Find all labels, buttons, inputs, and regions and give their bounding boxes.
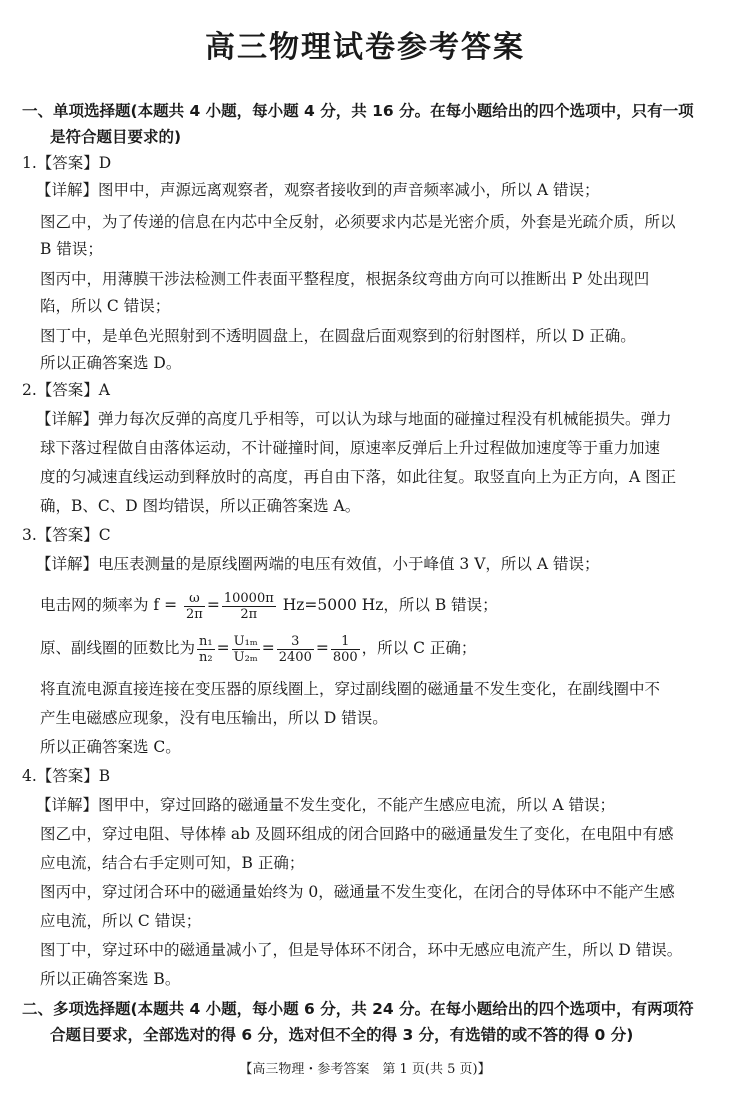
q1-line: 【详解】图甲中，声源远离观察者，观察者接收到的声音频率减小，所以 A 错误； (36, 181, 600, 199)
fraction-numerator: n₁ (199, 633, 213, 649)
q3-answer: 3.【答案】C (22, 526, 111, 544)
fraction (197, 634, 215, 665)
q4-conclusion: 所以正确答案选 B。 (40, 970, 181, 988)
q2-line: 度的匀减速直线运动到释放时的高度，再自由下落，如此往复。取竖直向上为正方向，A 图正 (40, 468, 677, 486)
q2-line: 【详解】弹力每次反弹的高度几乎相等，可以认为球与地面的碰撞过程没有机械能损失。弹力 (36, 410, 672, 428)
fraction-denominator: 2400 (278, 649, 312, 665)
fraction (222, 591, 276, 622)
fraction-numerator: 1 (331, 634, 360, 650)
q4-line: 图乙中，穿过电阻、导体棒 ab 及圆环组成的闭合回路中的磁通量发生了变化，在电阻中有感 (40, 825, 674, 843)
q4-line: 应电流，所以 C 错误； (40, 912, 202, 930)
section2-heading-line1: 二、多项选择题(本题共 4 小题，每小题 6 分，共 24 分。在每小题给出的四个选项中，有两项符 (22, 1000, 694, 1018)
q3-frequency-prefix: 电击网的频率为 f = (40, 596, 178, 614)
fraction-denominator: 2π (240, 606, 258, 622)
fraction-numerator: U₁ₘ (233, 633, 258, 649)
fraction-denominator: 2π (186, 606, 203, 622)
fraction (184, 591, 205, 622)
q3-line: 将直流电源直接连接在变压器的原线圈上，穿过副线圈的磁通量不发生变化，在副线圈中不 (40, 680, 661, 698)
section2-heading-line2: 合题目要求，全部选对的得 6 分，选对但不全的得 3 分，有选错的或不答的得 0 分) (50, 1026, 634, 1044)
q2-line: 确，B、C、D 图均错误，所以正确答案选 A。 (40, 497, 361, 515)
fraction-denominator: n₂ (199, 649, 213, 665)
q3-ratio-prefix: 原、副线圈的匝数比为 (40, 639, 196, 657)
fraction (277, 634, 314, 665)
q2-answer: 2.【答案】A (22, 381, 110, 399)
q3-turns-ratio-equation: 原、副线圈的匝数比为 $\frac{\text{n₁}}{\text{n₂}}$ = $\frac{\text{U₁ₘ}}{\text{U₂ₘ}}$ = $\frac{3}{2400}$ = $\frac{1}{800}$ ，所以 C 正确； (40, 633, 477, 665)
q4-line: 应电流，结合右手定则可知，B 正确； (40, 854, 305, 872)
fraction (331, 634, 360, 665)
q1-line: 图丙中，用薄膜干涉法检测工件表面平整程度，根据条纹弯曲方向可以推断出 P 处出现凹 (40, 270, 650, 288)
q4-line: 图丁中，穿过环中的磁通量减小了，但是导体环不闭合，环中无感应电流产生，所以 D 错误。 (40, 941, 683, 959)
fraction-numerator: 10000π (223, 590, 274, 606)
q3-line: 产生电磁感应现象，没有电压输出，所以 D 错误。 (40, 709, 388, 727)
q3-frequency-equation: 电击网的频率为 f = $\frac{\omega}{2\pi}$ = $\frac{10000\pi}{2\pi}$ Hz=5000 Hz，所以 B 错误； (40, 590, 498, 622)
q3-line: 【详解】电压表测量的是原线圈两端的电压有效值，小于峰值 3 V，所以 A 错误； (36, 555, 600, 573)
q1-answer: 1.【答案】D (22, 154, 112, 172)
section1-heading-line1: 一、单项选择题(本题共 4 小题，每小题 4 分，共 16 分。在每小题给出的四个选项中，只有一项 (22, 102, 694, 120)
page-title: 高三物理试卷参考答案 (205, 30, 525, 65)
q3-conclusion: 所以正确答案选 C。 (40, 738, 181, 756)
q1-line: B 错误； (40, 240, 103, 258)
q3-ratio-suffix: ，所以 C 正确； (361, 639, 477, 657)
q4-line: 【详解】图甲中，穿过回路的磁通量不发生变化，不能产生感应电流，所以 A 错误； (36, 796, 616, 814)
page-footer: 【高三物理・参考答案 第 1 页(共 5 页)】 (239, 1062, 491, 1077)
q1-line: 图乙中，为了传递的信息在内芯中全反射，必须要求内芯是光密介质，外套是光疏介质，所以 (40, 213, 676, 231)
fraction-denominator: 800 (332, 649, 358, 665)
q4-answer: 4.【答案】B (22, 767, 111, 785)
q2-line: 球下落过程做自由落体运动，不计碰撞时间，原速率反弹后上升过程做加速度等于重力加速 (40, 439, 661, 457)
fraction (232, 634, 260, 665)
q1-conclusion: 所以正确答案选 D。 (40, 354, 182, 372)
q4-line: 图丙中，穿过闭合环中的磁通量始终为 0，磁通量不发生变化，在闭合的导体环中不能产生感 (40, 883, 675, 901)
fraction-denominator: U₂ₘ (233, 649, 258, 665)
q3-frequency-suffix: Hz=5000 Hz，所以 B 错误； (282, 596, 498, 614)
q1-line: 图丁中，是单色光照射到不透明圆盘上，在圆盘后面观察到的衍射图样，所以 D 正确。 (40, 327, 636, 345)
q1-line: 陷，所以 C 错误； (40, 297, 171, 315)
section1-heading-line2: 是符合题目要求的) (50, 128, 182, 146)
fraction-numerator: ω (184, 591, 205, 607)
fraction-numerator: 3 (277, 634, 314, 650)
